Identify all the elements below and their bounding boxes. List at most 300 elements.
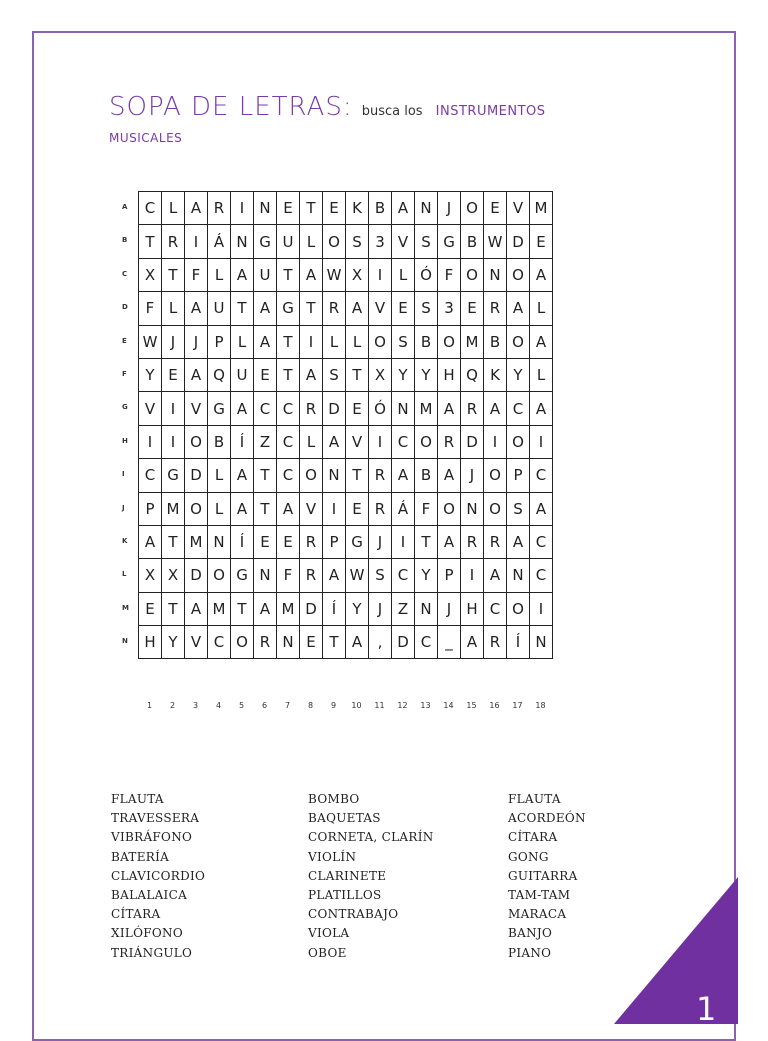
grid-cell: M [415,392,438,425]
word-item: FLAUTA [508,792,561,806]
grid-cell: A [530,325,553,358]
grid-cell: N [277,626,300,659]
column-label: 14 [443,701,454,710]
grid-cell: N [461,492,484,525]
grid-cell: R [300,559,323,592]
grid-cell: I [185,225,208,258]
column-label: 6 [261,701,268,710]
grid-cell: N [231,225,254,258]
grid-cell: E [277,525,300,558]
grid-cell: L [162,292,185,325]
grid-cell: I [484,425,507,458]
grid-cell: Y [415,559,438,592]
grid-cell: N [415,192,438,225]
grid-cell: V [185,392,208,425]
grid-cell: A [231,492,254,525]
grid-cell: A [507,525,530,558]
grid-row [139,392,553,425]
grid-cell: R [254,626,277,659]
grid-cell: T [323,626,346,659]
grid-cell: E [139,592,162,625]
grid-cell: S [323,358,346,391]
grid-row [139,325,553,358]
grid-cell: E [254,358,277,391]
grid-cell: A [323,559,346,592]
grid-cell: I [323,492,346,525]
grid-cell: N [392,392,415,425]
grid-cell: E [484,192,507,225]
column-label: 10 [351,701,362,710]
word-list-column-3 [508,790,586,963]
grid-cell: I [369,258,392,291]
column-label: 13 [420,701,431,710]
grid-cell: D [392,626,415,659]
grid-cell: I [162,392,185,425]
grid-cell: M [185,525,208,558]
grid-cell: O [507,258,530,291]
grid-cell: E [300,626,323,659]
grid-cell: F [415,492,438,525]
column-label: 18 [535,701,546,710]
row-label: E [122,336,127,345]
word-item: GUITARRA [508,868,578,883]
grid-cell: Ó [415,258,438,291]
grid-cell: G [208,392,231,425]
grid-cell: M [461,325,484,358]
grid-cell: Í [231,425,254,458]
column-label: 4 [215,701,222,710]
grid-cell: C [208,626,231,659]
grid-cell: O [438,325,461,358]
grid-cell: C [277,459,300,492]
grid-cell: X [162,559,185,592]
grid-cell: D [185,559,208,592]
word-item: VIOLÍN [308,849,357,864]
word-item: TRIÁNGULO [111,945,193,960]
grid-cell: N [415,592,438,625]
grid-cell: L [530,358,553,391]
word-list-column-1 [111,790,205,963]
grid-cell: Y [392,358,415,391]
word-item: TAM-TAM [508,888,571,903]
grid-cell: D [300,592,323,625]
grid-cell: P [323,525,346,558]
grid-cell: A [300,358,323,391]
grid-cell: R [438,425,461,458]
grid-cell: O [461,192,484,225]
grid-cell: A [530,492,553,525]
page-number: 1 [696,990,717,1028]
grid-row [139,559,553,592]
grid-cell: O [438,492,461,525]
grid-cell: T [231,592,254,625]
column-label: 17 [512,701,523,710]
word-item: CLAVICORDIO [111,868,206,883]
grid-cell: T [415,525,438,558]
grid-cell: I [300,325,323,358]
grid-cell: Í [231,525,254,558]
word-item: TRAVESSERA [111,811,200,826]
grid-cell: U [277,225,300,258]
grid-row [139,626,553,659]
row-label: H [122,436,128,445]
grid-cell: S [392,325,415,358]
grid-cell: E [346,392,369,425]
grid-cell: I [139,425,162,458]
grid-cell: V [139,392,162,425]
grid-cell: A [484,559,507,592]
grid-cell: Í [507,626,530,659]
grid-cell: Q [208,358,231,391]
grid-cell: Y [415,358,438,391]
grid-cell: W [346,559,369,592]
grid-cell: N [323,459,346,492]
grid-cell: C [507,392,530,425]
title-musicales: MUSICALES [109,131,183,145]
grid-cell: A [185,358,208,391]
grid-cell: I [369,425,392,458]
word-item: FLAUTA [111,792,164,806]
grid-cell: O [185,425,208,458]
title-instruments: INSTRUMENTOS [435,104,546,119]
row-labels [122,191,129,658]
grid-cell: Í [323,592,346,625]
grid-cell: N [254,559,277,592]
grid-cell: G [346,525,369,558]
word-item: CLARINETE [308,868,387,883]
grid-cell: X [139,559,162,592]
grid-cell: R [484,525,507,558]
grid-cell: P [438,559,461,592]
grid-cell: G [277,292,300,325]
column-label: 15 [466,701,477,710]
grid-cell: D [507,225,530,258]
grid-row [139,258,553,291]
column-label: 3 [192,701,199,710]
grid-cell: U [208,292,231,325]
grid-cell: M [162,492,185,525]
column-label: 11 [374,701,385,710]
grid-cell: A [231,258,254,291]
grid-cell: F [139,292,162,325]
grid-cell: R [300,392,323,425]
row-label: A [122,203,128,211]
grid-cell: T [162,258,185,291]
grid-cell: Á [208,225,231,258]
grid-cell: R [300,525,323,558]
grid-cell: L [392,258,415,291]
grid-row [139,592,553,625]
grid-cell: S [346,225,369,258]
grid-cell: E [392,292,415,325]
row-label: B [122,236,128,245]
grid-cell: C [415,626,438,659]
word-item: PLATILLOS [308,888,382,903]
grid-cell: N [208,525,231,558]
grid-cell: J [162,325,185,358]
grid-cell: E [530,225,553,258]
grid-cell: N [530,626,553,659]
grid-cell: J [185,325,208,358]
grid-cell: F [438,258,461,291]
grid-cell: W [323,258,346,291]
grid-cell: U [231,358,254,391]
grid-cell: P [507,459,530,492]
grid-cell: C [530,525,553,558]
column-label: 16 [489,701,500,710]
grid-cell: Y [507,358,530,391]
grid-cell: O [484,459,507,492]
grid-cell: O [300,459,323,492]
grid-cell: A [231,459,254,492]
grid-cell: W [484,225,507,258]
grid-cell: T [277,325,300,358]
grid-cell: C [392,559,415,592]
grid-cell: X [346,258,369,291]
grid-cell: V [392,225,415,258]
grid-cell: T [277,358,300,391]
grid-cell: T [254,492,277,525]
grid-cell: I [392,525,415,558]
word-item: BAQUETAS [308,811,381,826]
grid-cell: G [231,559,254,592]
grid-row [139,192,553,225]
grid-cell: A [438,525,461,558]
grid-cell: A [346,626,369,659]
row-label: F [122,369,127,378]
word-item: BOMBO [308,792,360,806]
grid-cell: R [208,192,231,225]
grid-cell: L [162,192,185,225]
grid-cell: A [300,258,323,291]
grid-cell: R [369,492,392,525]
grid-cell: O [461,258,484,291]
grid-cell: E [277,192,300,225]
grid-cell: L [346,325,369,358]
grid-cell: R [323,292,346,325]
grid-cell: A [438,392,461,425]
row-label: L [122,570,127,579]
grid-cell: A [139,525,162,558]
grid-cell: R [461,392,484,425]
row-label: I [122,470,125,479]
column-label: 12 [397,701,408,710]
grid-cell: E [323,192,346,225]
grid-cell: V [300,492,323,525]
grid-cell: 3 [369,225,392,258]
page-title [109,92,546,122]
grid-row [139,225,553,258]
grid-cell: I [530,425,553,458]
grid-cell: N [507,559,530,592]
grid-cell: T [300,192,323,225]
grid-cell: A [507,292,530,325]
grid-cell: S [369,559,392,592]
word-item: ACORDEÓN [508,811,586,826]
grid-cell: M [277,592,300,625]
row-label: J [122,503,125,512]
grid-cell: O [231,626,254,659]
grid-cell: G [162,459,185,492]
grid-cell: D [323,392,346,425]
grid-cell: K [346,192,369,225]
row-label: M [122,603,129,612]
grid-cell: I [162,425,185,458]
grid-cell: Y [162,626,185,659]
column-label: 8 [307,701,314,710]
grid-cell: Y [139,358,162,391]
grid-cell: C [530,459,553,492]
row-label: C [122,269,128,278]
grid-cell: P [139,492,162,525]
grid-cell: L [208,459,231,492]
word-item: GONG [508,849,549,864]
grid-cell: C [139,192,162,225]
grid-cell: O [484,492,507,525]
word-item: CÍTARA [111,907,161,922]
grid-cell: V [369,292,392,325]
grid-cell: L [530,292,553,325]
grid-cell: P [208,325,231,358]
grid-cell: K [484,358,507,391]
grid-cell: B [484,325,507,358]
column-label: 9 [330,701,337,710]
grid-cell: T [162,525,185,558]
grid-cell: A [254,292,277,325]
word-item: BALALAICA [111,888,188,903]
grid-cell: T [254,459,277,492]
grid-cell: E [162,358,185,391]
grid-cell: T [162,592,185,625]
grid-cell: T [139,225,162,258]
grid-cell: O [369,325,392,358]
grid-cell: C [484,592,507,625]
grid-cell: L [300,225,323,258]
word-item: XILÓFONO [111,926,183,941]
grid-cell: T [300,292,323,325]
grid-cell: O [323,225,346,258]
grid-cell: B [415,325,438,358]
grid-cell: A [185,592,208,625]
word-item: VIOLA [308,926,350,941]
grid-cell: 3 [438,292,461,325]
grid-cell: B [208,425,231,458]
grid-cell: O [507,425,530,458]
grid-cell: L [208,492,231,525]
grid-cell: L [300,425,323,458]
grid-cell: L [323,325,346,358]
grid-cell: O [507,325,530,358]
grid-cell: S [415,292,438,325]
column-label: 5 [238,701,245,710]
grid-cell: Z [254,425,277,458]
word-item: CONTRABAJO [308,907,399,922]
column-labels [138,701,552,710]
row-label: D [122,303,128,312]
grid-cell: T [346,459,369,492]
grid-cell: I [461,559,484,592]
grid-cell: A [323,425,346,458]
word-item: MARACA [508,907,567,922]
grid-row [139,525,553,558]
grid-row [139,292,553,325]
grid-row [139,358,553,391]
row-label: G [122,403,128,412]
grid-cell: B [415,459,438,492]
grid-cell: R [461,525,484,558]
grid-cell: M [208,592,231,625]
title-main: SOPA DE LETRAS: [109,92,353,122]
grid-cell: A [461,626,484,659]
grid-cell: A [530,258,553,291]
grid-cell: N [484,258,507,291]
grid-cell: L [208,258,231,291]
grid-cell: V [507,192,530,225]
grid-cell: C [254,392,277,425]
grid-cell: V [185,626,208,659]
grid-cell: A [392,459,415,492]
grid-cell: Z [392,592,415,625]
grid-cell: O [415,425,438,458]
grid-cell: C [392,425,415,458]
grid-cell: F [277,559,300,592]
grid-cell: C [530,559,553,592]
grid-cell: J [461,459,484,492]
column-label: 2 [169,701,176,710]
word-list-column-2 [308,790,434,963]
grid-cell: T [277,258,300,291]
grid-cell: W [139,325,162,358]
grid-cell: J [438,192,461,225]
grid-cell: G [254,225,277,258]
grid-cell: A [277,492,300,525]
grid-row [139,425,553,458]
grid-cell: H [438,358,461,391]
grid-cell: A [530,392,553,425]
grid-cell: J [369,592,392,625]
grid-cell: S [507,492,530,525]
grid-cell: G [438,225,461,258]
grid-row [139,492,553,525]
row-label: K [122,536,128,545]
grid-cell: Q [461,358,484,391]
grid-cell: I [231,192,254,225]
grid-cell: A [254,325,277,358]
grid-cell: , [369,626,392,659]
grid-cell: T [346,358,369,391]
grid-cell: J [369,525,392,558]
grid-cell: S [415,225,438,258]
grid-cell: C [277,425,300,458]
grid-cell: O [507,592,530,625]
grid-cell: C [277,392,300,425]
grid-cell: I [530,592,553,625]
grid-cell: O [208,559,231,592]
title-sub: busca los [361,104,423,119]
grid-cell: A [392,192,415,225]
grid-cell: B [369,192,392,225]
grid-cell: N [254,192,277,225]
grid-cell: A [484,392,507,425]
grid-cell: R [484,292,507,325]
grid-cell: X [369,358,392,391]
grid-cell: Ó [369,392,392,425]
word-item: CORNETA, CLARÍN [308,830,434,845]
word-search-grid [138,191,553,659]
word-item: BANJO [508,926,553,941]
grid-cell: Y [346,592,369,625]
grid-cell: D [461,425,484,458]
